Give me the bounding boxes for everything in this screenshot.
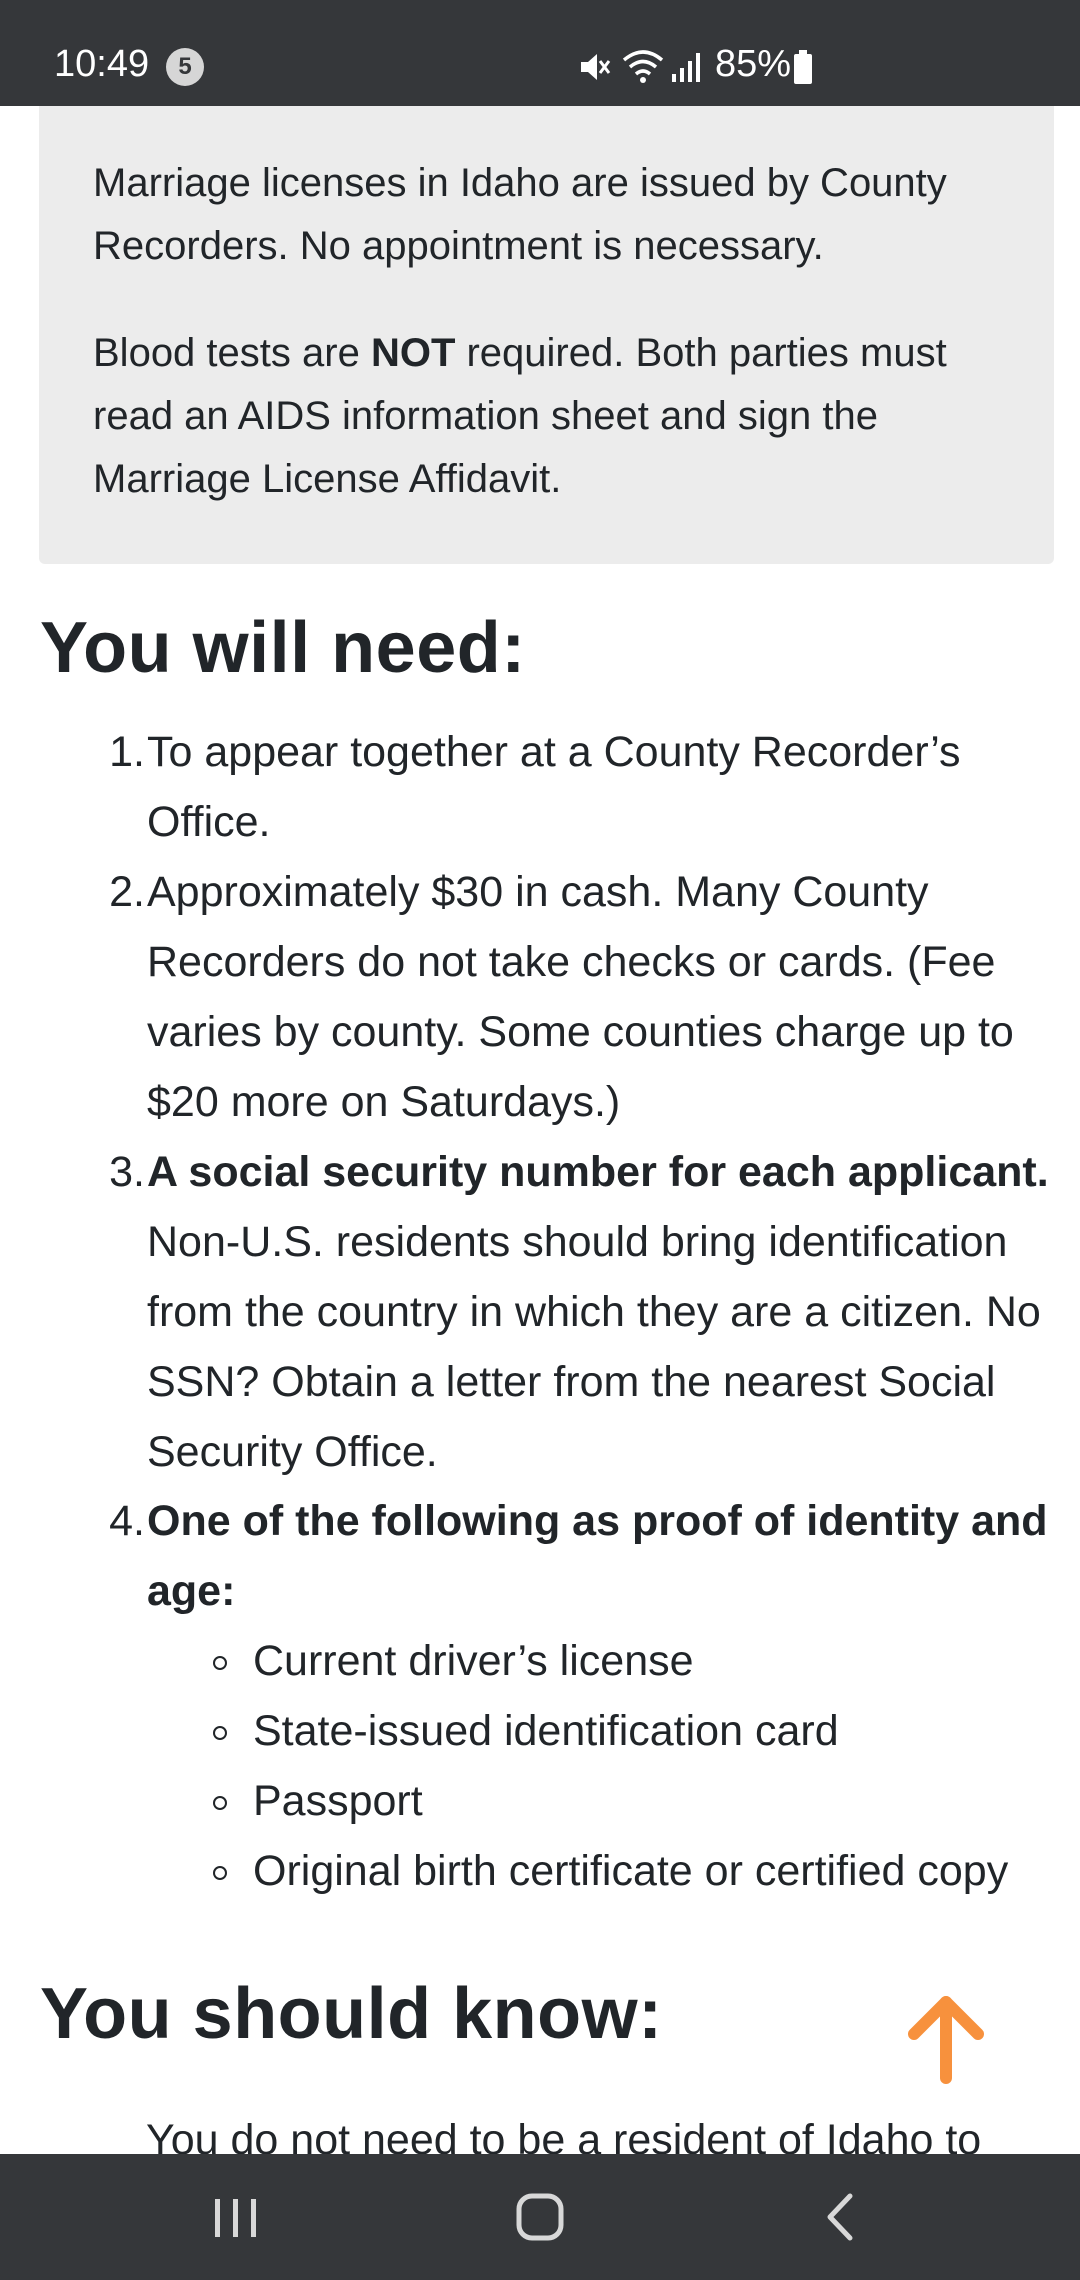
signal-icon — [670, 50, 704, 84]
battery-percentage: 85% — [715, 43, 792, 85]
bullet-circle-icon — [213, 1656, 227, 1670]
navigation-bar — [0, 2154, 1080, 2280]
know-first-line: You do not need to be a resident of Idaho to — [146, 2116, 982, 2154]
bullet-circle-icon — [213, 1796, 227, 1810]
back-icon[interactable] — [800, 2182, 880, 2252]
info-paragraph-issuing: Marriage licenses in Idaho are issued by County Recorders. No appointment is necessary. — [93, 161, 947, 268]
home-icon[interactable] — [500, 2182, 580, 2252]
heading-you-should-know: You should know: — [40, 1974, 663, 2054]
status-time: 10:49 — [54, 43, 150, 85]
bullet-circle-icon — [213, 1726, 227, 1740]
bullet-circle-icon — [213, 1866, 227, 1880]
notification-count-badge: 5 — [166, 48, 204, 86]
mute-icon — [577, 50, 611, 84]
heading-you-will-need: You will need: — [40, 608, 526, 688]
recents-icon[interactable] — [196, 2182, 276, 2252]
wifi-icon — [622, 48, 664, 84]
emphasis-not: NOT — [370, 331, 456, 375]
scroll-to-top-arrow-icon[interactable] — [906, 1994, 986, 2084]
status-bar — [0, 0, 1080, 106]
battery-icon — [792, 50, 814, 84]
info-paragraph-blood-tests: Blood tests are NOT required. Both parties must read an AIDS information sheet and sign the Marriage License Affidavit. — [93, 331, 947, 501]
article-content[interactable]: Marriage licenses in Idaho are issued by County Recorders. No appointment is necessary. Blood tests are NOT required. Both parties must read an AIDS information sheet and sign the Marriage License Affidavit. You will need: 1. To appear together at a County Recorder’s Office. 2. Approximately $30 in cash. Many County Recorders do not take checks or cards. (Fee varies by county. Some counties charge up to $20 more on Saturdays.) 3. A social security number for each applicant. Non-U.S. residents should bring identification from the country in which they are a citizen. No SSN? Obtain a letter from the nearest Social Security Office. 4. One of the following as proof of identity and age: Current driver’s license State-issued identification card Passport Original birth certificate or certified copy You should know: You do not need to be a resident of Idaho to — [0, 106, 1080, 2154]
